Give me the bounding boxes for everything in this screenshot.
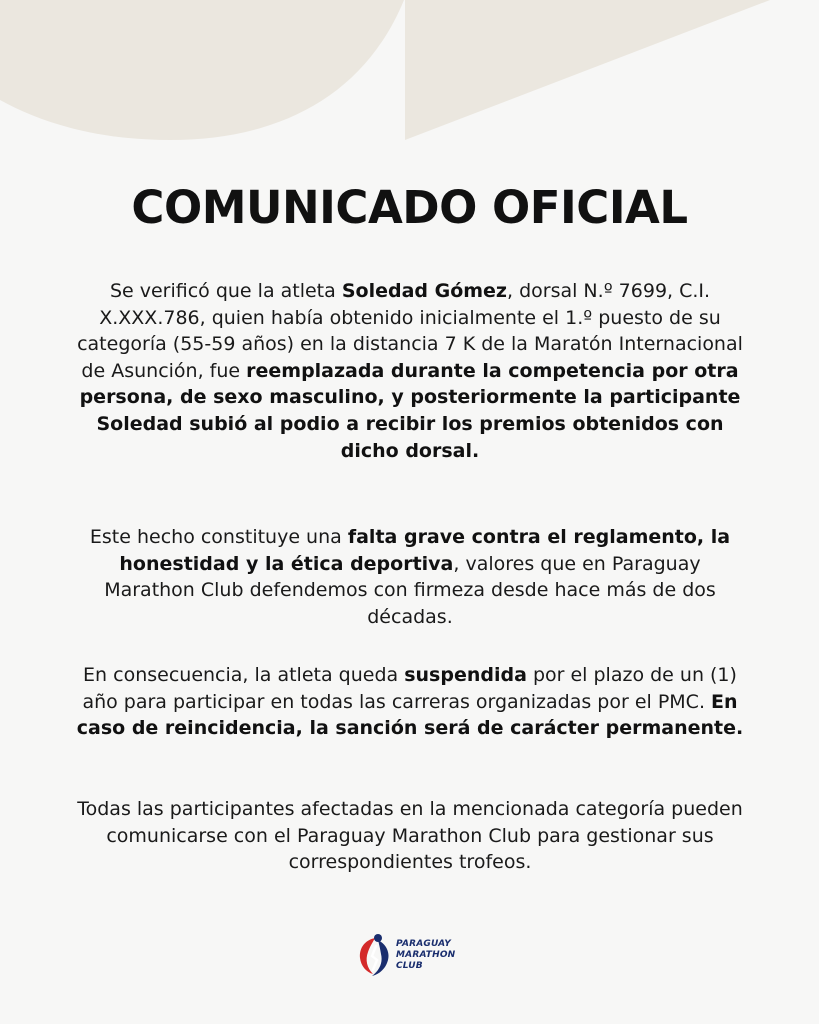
athlete-name: Soledad Gómez [341, 280, 507, 302]
p2-bold-statement: falta grave contra el reglamento, la honestidad y la ética deportiva [119, 526, 731, 575]
p1-bold-statement: reemplazada durante la competencia por otra persona, de sexo masculino, y posteriormente la participante Soledad subió al podio a recibir los premios obtenidos con dicho dorsal. [79, 359, 741, 462]
club-logo [356, 932, 476, 978]
p1-text: Se verificó que la atleta [109, 280, 342, 302]
p3-text: En consecuencia, la atleta queda [83, 664, 405, 686]
p2-text: Este hecho constituye una [89, 526, 348, 548]
p3-bold-suspended: suspendida [404, 664, 527, 686]
paragraph-contact [75, 796, 745, 876]
page-title: COMUNICADO OFICIAL [131, 181, 688, 234]
logo-line-3: CLUB [396, 960, 423, 971]
paragraph-sanction [75, 662, 745, 742]
p4-text: Todas las participantes afectadas en la mencionada categoría pueden comunicarse con el Paraguay Marathon Club para gestionar sus correspondientes trofeos. [77, 798, 743, 874]
logo-text [396, 939, 455, 972]
paragraph-violation [75, 524, 745, 630]
p2-text-end: , valores que en Paraguay Marathon Club defendemos con firmeza desde hace más de dos décadas. [104, 552, 716, 628]
p3-text-middle: por el plazo de un (1) año para participar en todas las carreras organizadas por el PMC. [82, 664, 737, 713]
paragraph-verification [75, 278, 745, 464]
logo-line-2: MARATHON [396, 949, 456, 960]
p3-bold-reincidence: En caso de reincidencia, la sanción será de carácter permanente. [76, 690, 744, 740]
runner-logo-icon [356, 932, 394, 978]
logo-line-1: PARAGUAY [396, 938, 451, 949]
p1-text-details: , dorsal N.º 7699, C.I. X.XXX.786, quien había obtenido inicialmente el 1.º puesto de su categoría (55-59 años) en la distancia 7 K de la Maratón Internacional de Asunción, fue [77, 280, 743, 382]
